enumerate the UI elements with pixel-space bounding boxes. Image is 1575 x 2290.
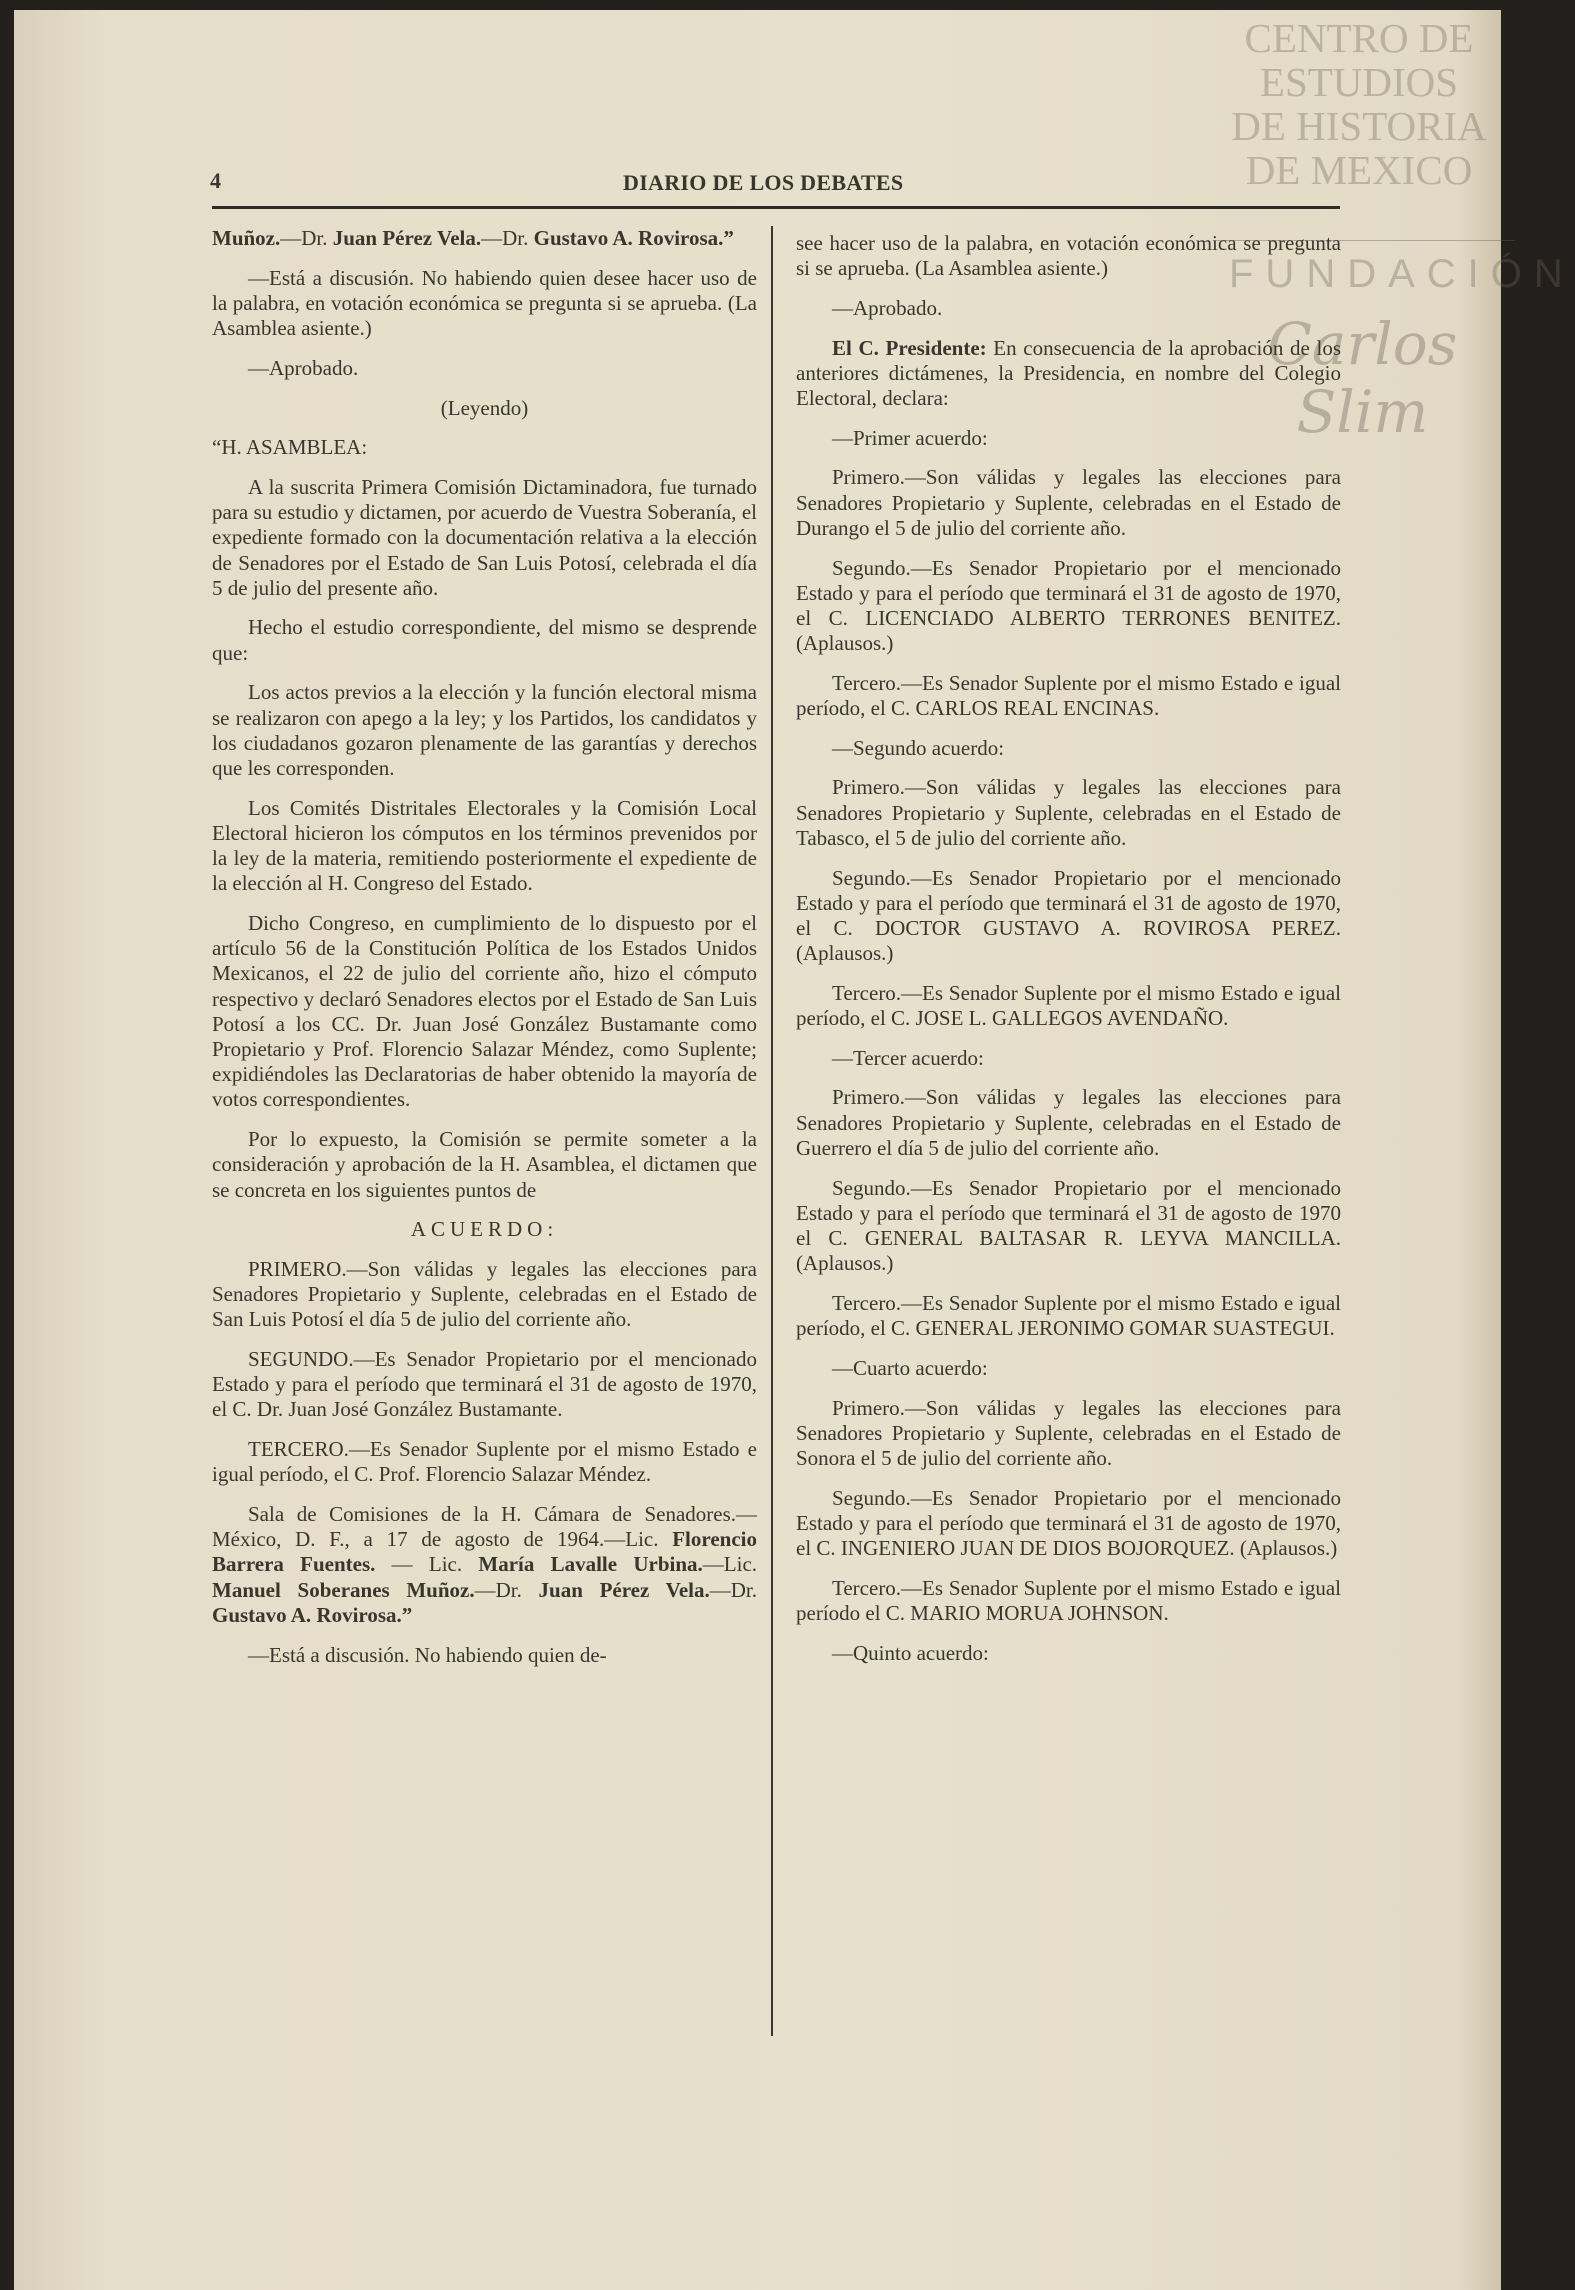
paragraph [212, 911, 757, 1113]
text-run: —Segundo acuerdo: [832, 735, 1005, 760]
text-run: —Quinto acuerdo: [832, 1640, 989, 1665]
bold-text: Manuel Soberanes Muñoz. [212, 1577, 475, 1602]
text-run: —Lic. [702, 1552, 758, 1577]
paragraph [796, 981, 1341, 1031]
paragraph [796, 866, 1341, 967]
paragraph [796, 775, 1341, 851]
text-run: Hecho el estudio correspondiente, del mismo se desprende que: [212, 615, 757, 665]
bold-text: Juan Pérez Vela. [332, 226, 482, 250]
text-run: Los Comités Distritales Electorales y la Comisión Local Electoral hicieron los cómputos en los términos prevenidos por la ley de la materia, remitiendo posteriormente el expediente de la elección al H. Congreso del Estado. [212, 795, 757, 896]
paragraph [212, 396, 757, 421]
column-divider [771, 226, 773, 2036]
text-run: Tercero.—Es Senador Suplente por el mismo Estado e igual período, el C. CARLOS REAL ENCINAS. [796, 670, 1341, 721]
watermark-line: ESTUDIOS [1259, 59, 1459, 105]
text-run: Los actos previos a la elección y la función electoral misma se realizaron con apego a la ley; y los Partidos, los candidatos y los ciudadanos gozaron plenamente de las garantías y derechos que les corresponden. [212, 680, 757, 780]
text-run: —Dr. [280, 226, 333, 250]
text-run: Primero.—Son válidas y legales las elecciones para Senadores Propietario y Suplente, celebradas en el Estado de Tabasco, el 5 de julio del corriente año. [796, 775, 1341, 850]
paragraph [796, 1291, 1341, 1341]
text-run: En consecuencia de la aprobación de los anteriores dictámenes, la Presidencia, en nombre del Colegio Electoral, declara: [796, 335, 1342, 411]
text-run: TERCERO.—Es Senador Suplente por el mismo Estado e igual período, el C. Prof. Florencio Salazar Méndez. [212, 1437, 757, 1487]
paragraph [796, 1576, 1341, 1626]
left-column [212, 226, 757, 1682]
header-rule [212, 206, 1340, 209]
text-run: Primero.—Son válidas y legales las elecciones para Senadores Propietario y Suplente, celebradas en el Estado de Sonora el 5 de julio del corriente año. [796, 1395, 1341, 1470]
paragraph [796, 231, 1341, 281]
paragraph [796, 1356, 1341, 1381]
text-run: Segundo.—Es Senador Propietario por el mencionado Estado y para el período que terminará el 31 de agosto de 1970, el C. LICENCIADO ALBERTO TERRONES BENITEZ. (Aplausos.) [796, 555, 1341, 656]
text-run: —Primer acuerdo: [832, 425, 988, 450]
text-run: — Lic. [375, 1552, 479, 1577]
watermark-fundacion: FUNDACIÓN [1229, 252, 1575, 296]
text-run: Sala de Comisiones de la H. Cámara de Senadores.—México, D. F., a 17 de agosto de 1964.—Lic. [212, 1502, 757, 1552]
text-run: (Leyendo) [440, 395, 529, 420]
paragraph [212, 1437, 757, 1487]
paragraph [796, 1396, 1341, 1472]
text-run: “H. ASAMBLEA: [212, 435, 368, 460]
paragraph [212, 435, 757, 460]
text-run: Tercero.—Es Senador Suplente por el mismo Estado e igual período el C. MARIO MORUA JOHNSON. [796, 1575, 1341, 1625]
text-run: Segundo.—Es Senador Propietario por el mencionado Estado y para el período que terminará el 31 de agosto de 1970 el C. GENERAL BALTASAR R. LEYVA MANCILLA. (Aplausos.) [796, 1175, 1341, 1276]
paragraph [796, 736, 1341, 761]
paragraph [212, 615, 757, 665]
text-run: Dicho Congreso, en cumplimiento de lo dispuesto por el artículo 56 de la Constitución Política de los Estados Unidos Mexicanos, el 22 de julio del corriente año, hizo el cómputo respectivo y declaró Senadores electos por el Estado de San Luis Potosí a los CC. Dr. Juan José González Bustamante como Propietario y Prof. Florencio Salazar Méndez, como Suplente; expidiéndoles las Declaratorias de haber obtenido la mayoría de votos correspondientes. [212, 910, 757, 1112]
text-run: —Cuarto acuerdo: [832, 1355, 988, 1380]
text-run: —Aprobado. [248, 355, 359, 380]
paragraph [212, 1217, 757, 1242]
paragraph [212, 356, 757, 381]
watermark-line: DE HISTORIA [1231, 103, 1487, 149]
paragraph [796, 1486, 1341, 1562]
text-run: —Está a discusión. No habiendo quien de- [248, 1642, 607, 1667]
paragraph [212, 266, 757, 342]
paragraph [212, 475, 757, 601]
right-column [796, 231, 1341, 1680]
paragraph [796, 465, 1341, 541]
watermark-line: CENTRO DE [1244, 15, 1474, 61]
paragraph [796, 1085, 1341, 1161]
paragraph [796, 556, 1341, 657]
text-run: —Aprobado. [832, 295, 943, 320]
text-run: see hacer uso de la palabra, en votación económica se pregunta si se aprueba. (La Asamblea asiente.) [796, 231, 1341, 281]
paragraph [212, 1502, 757, 1628]
watermark-line: DE MEXICO [1245, 147, 1473, 193]
bold-text: El C. Presidente: [832, 335, 987, 360]
paragraph [796, 336, 1341, 412]
bold-text: Muñoz. [212, 226, 281, 250]
paragraph [212, 796, 757, 897]
paragraph [796, 426, 1341, 451]
bold-text: Juan Pérez Vela. [538, 1577, 710, 1602]
bold-text: Florencio Barrera Fuentes. [212, 1527, 757, 1577]
paragraph [212, 226, 757, 251]
text-run: —Dr. [709, 1577, 758, 1602]
paragraph [796, 1046, 1341, 1071]
text-run: Segundo.—Es Senador Propietario por el mencionado Estado y para el período que terminará el 31 de agosto de 1970, el C. INGENIERO JUAN DE DIOS BOJORQUEZ. (Aplausos.) [796, 1485, 1341, 1561]
page-number: 4 [210, 168, 221, 193]
bold-text: Gustavo A. Rovirosa.” [533, 226, 734, 250]
text-run: PRIMERO.—Son válidas y legales las elecciones para Senadores Propietario y Suplente, celebradas en el Estado de San Luis Potosí el día 5 de julio del corriente año. [212, 1256, 757, 1332]
text-run: —Dr. [474, 1577, 539, 1602]
running-header-title: DIARIO DE LOS DEBATES [623, 170, 904, 195]
text-run: Tercero.—Es Senador Suplente por el mismo Estado e igual período, el C. GENERAL JERONIMO GOMAR SUASTEGUI. [796, 1290, 1341, 1341]
paragraph [796, 1641, 1341, 1666]
bold-text: María Lavalle Urbina. [478, 1552, 703, 1577]
text-run: ACUERDO: [410, 1217, 559, 1242]
paragraph [796, 296, 1341, 321]
text-run: —Está a discusión. No habiendo quien desee hacer uso de la palabra, en votación económica se pregunta si se aprueba. (La Asamblea asiente.) [212, 265, 757, 341]
text-run: Primero.—Son válidas y legales las elecciones para Senadores Propietario y Suplente, celebradas en el Estado de Durango el 5 de julio del corriente año. [796, 465, 1341, 540]
text-run: Por lo expuesto, la Comisión se permite someter a la consideración y aprobación de la H. Asamblea, el dictamen que se concreta en los siguientes puntos de [212, 1127, 757, 1202]
watermark-signature: Carlos Slim [1267, 310, 1458, 446]
text-run: Tercero.—Es Senador Suplente por el mismo Estado e igual período, el C. JOSE L. GALLEGOS AVENDAÑO. [796, 980, 1341, 1031]
paragraph [796, 1176, 1341, 1277]
paragraph [212, 1127, 757, 1203]
paragraph [796, 671, 1341, 721]
bold-text: Gustavo A. Rovirosa.” [212, 1602, 413, 1627]
text-run: Primero.—Son válidas y legales las elecciones para Senadores Propietario y Suplente, celebradas en el Estado de Guerrero el día 5 de julio del corriente año. [796, 1085, 1341, 1160]
text-run: —Tercer acuerdo: [832, 1045, 984, 1070]
watermark-centro-estudios-historia [1209, 16, 1509, 192]
paragraph [212, 1347, 757, 1423]
text-run: SEGUNDO.—Es Senador Propietario por el mencionado Estado y para el período que terminará el 31 de agosto de 1970, el C. Dr. Juan José González Bustamante. [212, 1347, 757, 1422]
paragraph [212, 680, 757, 781]
text-run: —Dr. [481, 226, 534, 250]
paragraph [212, 1643, 757, 1668]
text-run: A la suscrita Primera Comisión Dictaminadora, fue turnado para su estudio y dictamen, por acuerdo de Vuestra Soberanía, el expediente formado con la documentación relativa a la elección de Senadores por el Estado de San Luis Potosí, celebrada el día 5 de julio del presente año. [212, 474, 757, 600]
paragraph [212, 1257, 757, 1333]
text-run: Segundo.—Es Senador Propietario por el mencionado Estado y para el período que terminará el 31 de agosto de 1970, el C. DOCTOR GUSTAVO A. ROVIROSA PEREZ. (Aplausos.) [796, 865, 1341, 966]
